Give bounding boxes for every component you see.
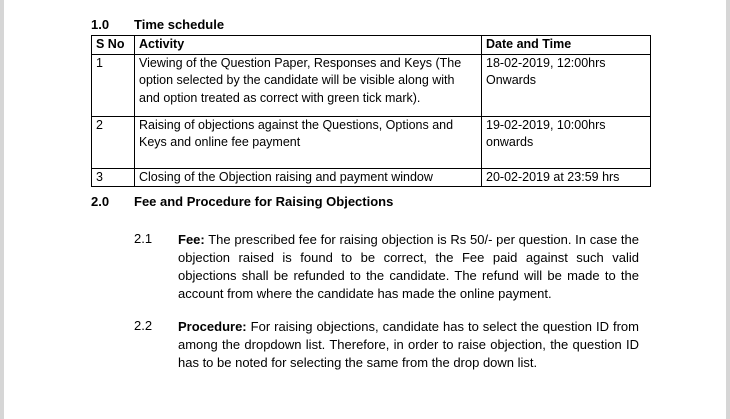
table-row — [92, 168, 651, 187]
item-number-2-1: 2.1 — [134, 231, 153, 246]
section-title-fee-procedure: Fee and Procedure for Raising Objections — [134, 194, 394, 209]
cell-date-time — [482, 54, 651, 116]
procedure-text: For raising objections, candidate has to select the question ID from among the dropdown list. Therefore, in order to raise objection, the question ID has to be noted for selecting the same from the drop down list. — [178, 319, 639, 370]
cell-date-time — [482, 116, 651, 168]
cell-activity: Raising of objections against the Questions, Options and Keys and online fee payment — [135, 116, 482, 168]
section-title-time-schedule: Time schedule — [134, 17, 225, 32]
cell-sno: 2 — [92, 116, 135, 168]
item-number-2-2: 2.2 — [134, 318, 153, 333]
table-row — [92, 54, 651, 116]
date-line: 19-02-2019, 10:00hrs — [486, 117, 606, 132]
header-date-time: Date and Time — [482, 36, 651, 55]
fee-text: The prescribed fee for raising objection is Rs 50/- per question. In case the objection raised is found to be correct, the Fee paid against such valid objections shall be refunded to the candidate. The refund will be made to the account from where the candidate has made the online payment. — [178, 232, 639, 301]
fee-label: Fee: — [178, 232, 205, 247]
cell-activity: Viewing of the Question Paper, Responses and Keys (The option selected by the candidate will be visible along with and option treated as correct with green tick mark). — [135, 54, 482, 116]
cell-date-time: 20-02-2019 at 23:59 hrs — [482, 168, 651, 187]
date-line: onwards — [486, 135, 534, 149]
page-edge-right — [726, 0, 730, 419]
table-row — [92, 116, 651, 168]
section-number-2: 2.0 — [91, 194, 110, 209]
procedure-label: Procedure: — [178, 319, 247, 334]
procedure-paragraph — [178, 318, 639, 372]
date-line: 18-02-2019, 12:00hrs — [486, 55, 606, 70]
fee-paragraph — [178, 231, 639, 303]
table-header-row — [92, 36, 651, 55]
time-schedule-table — [91, 35, 651, 187]
date-line: Onwards — [486, 73, 537, 87]
page-edge-left — [0, 0, 4, 419]
cell-sno: 3 — [92, 168, 135, 187]
header-activity: Activity — [135, 36, 482, 55]
header-sno: S No — [92, 36, 135, 55]
cell-sno: 1 — [92, 54, 135, 116]
cell-activity: Closing of the Objection raising and payment window — [135, 168, 482, 187]
section-number-1: 1.0 — [91, 17, 110, 32]
